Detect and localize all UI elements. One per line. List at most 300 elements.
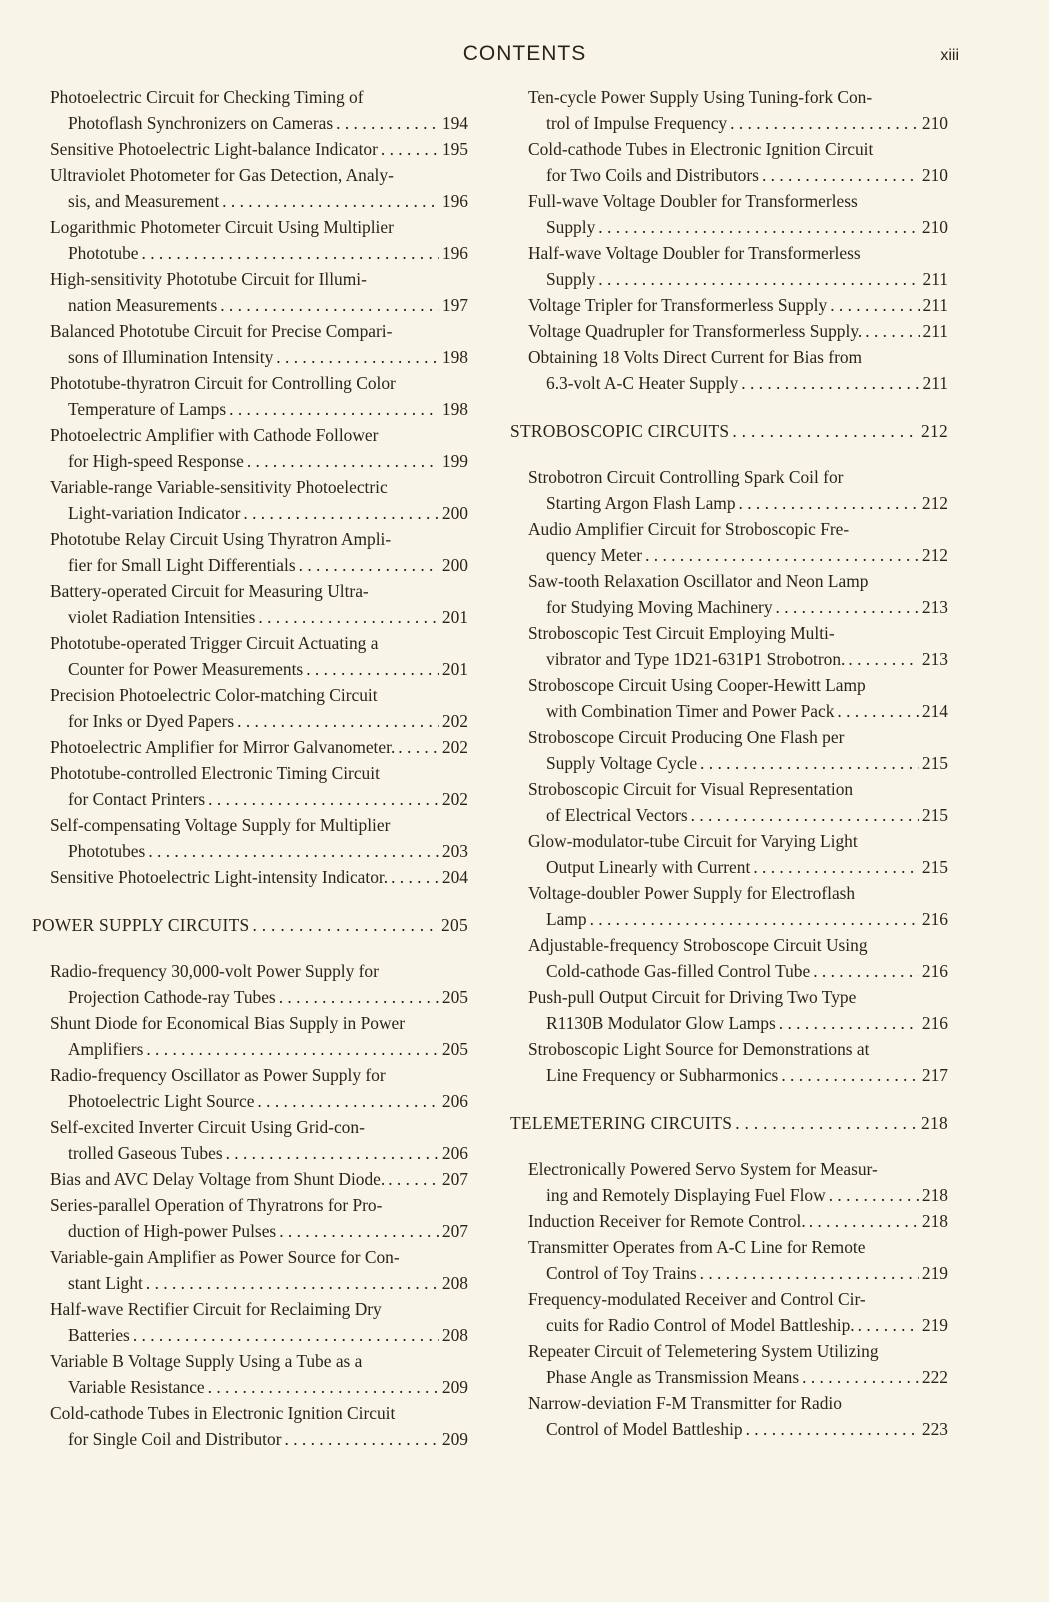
toc-entry xyxy=(50,734,468,760)
page-number: xiii xyxy=(940,47,959,64)
entry-title: Self-compensating Voltage Supply for Multiplier xyxy=(50,815,391,835)
entry-page-number: 214 xyxy=(921,701,948,721)
toc-entry xyxy=(528,1286,948,1338)
entry-line xyxy=(528,1260,948,1286)
entry-line xyxy=(50,1322,468,1348)
page-header xyxy=(0,42,1049,72)
entry-title: Electronically Powered Servo System for Measur- xyxy=(528,1159,878,1179)
entry-title: sons of Illumination Intensity xyxy=(68,347,274,367)
entry-page-number: 202 xyxy=(441,737,468,757)
entry-title: Logarithmic Photometer Circuit Using Multiplier xyxy=(50,217,394,237)
entry-group xyxy=(50,958,468,1452)
entry-line xyxy=(50,1374,468,1400)
left-column xyxy=(32,84,468,1452)
entry-line xyxy=(50,344,468,370)
entry-title: with Combination Timer and Power Pack xyxy=(546,701,835,721)
entry-line xyxy=(528,292,948,318)
entry-title: Phototube-thyratron Circuit for Controlling Color xyxy=(50,373,396,393)
entry-line xyxy=(528,906,948,932)
dot-leader xyxy=(279,1218,439,1244)
entry-page-number: 213 xyxy=(921,597,948,617)
entry-title: Half-wave Rectifier Circuit for Reclaiming Dry xyxy=(50,1299,382,1319)
section-title: STROBOSCOPIC CIRCUITS xyxy=(510,421,730,441)
entry-page-number: 198 xyxy=(441,399,468,419)
entry-line xyxy=(50,136,468,162)
entry-title: Cold-cathode Tubes in Electronic Ignition Circuit xyxy=(50,1403,396,1423)
entry-line xyxy=(528,84,948,110)
dot-leader xyxy=(802,1364,919,1390)
entry-line xyxy=(50,318,468,344)
entry-title: Series-parallel Operation of Thyratrons for Pro- xyxy=(50,1195,383,1215)
dot-leader xyxy=(598,266,919,292)
entry-line xyxy=(50,110,468,136)
entry-title: Light-variation Indicator xyxy=(68,503,241,523)
entry-line xyxy=(528,568,948,594)
toc-entry xyxy=(50,760,468,812)
entry-line xyxy=(50,1426,468,1452)
toc-entry xyxy=(50,526,468,578)
entry-line xyxy=(528,750,948,776)
section-page: 205 xyxy=(441,915,468,935)
entry-line xyxy=(50,396,468,422)
entry-title: R1130B Modulator Glow Lamps xyxy=(546,1013,776,1033)
page-title: CONTENTS xyxy=(462,42,587,65)
section-heading-power-supply xyxy=(32,912,468,938)
entry-page-number: 208 xyxy=(441,1325,468,1345)
toc-entry xyxy=(528,188,948,240)
entry-title: Voltage-doubler Power Supply for Electroflash xyxy=(528,883,856,903)
entry-page-number: 215 xyxy=(921,805,948,825)
entry-line xyxy=(50,682,468,708)
entry-title: Transmitter Operates from A-C Line for Remote xyxy=(528,1237,866,1257)
toc-entry xyxy=(50,1244,468,1296)
entry-page-number: 206 xyxy=(441,1143,468,1163)
toc-entry xyxy=(50,578,468,630)
dot-leader xyxy=(299,552,439,578)
entry-line xyxy=(528,620,948,646)
entry-title: Batteries xyxy=(68,1325,130,1345)
entry-page-number: 202 xyxy=(441,789,468,809)
entry-line xyxy=(50,552,468,578)
entry-page-number: 200 xyxy=(441,503,468,523)
entry-title: High-sensitivity Phototube Circuit for Illumi- xyxy=(50,269,367,289)
entry-title: Variable-range Variable-sensitivity Photoelectric xyxy=(50,477,388,497)
entry-title: nation Measurements xyxy=(68,295,218,315)
entry-title: Stroboscope Circuit Producing One Flash per xyxy=(528,727,845,747)
entry-title: Amplifiers xyxy=(68,1039,144,1059)
dot-leader xyxy=(813,958,919,984)
entry-line xyxy=(528,958,948,984)
toc-entry xyxy=(50,318,468,370)
entry-title: Self-excited Inverter Circuit Using Grid-con- xyxy=(50,1117,365,1137)
dot-leader xyxy=(730,110,919,136)
entry-line xyxy=(528,162,948,188)
entry-page-number: 194 xyxy=(441,113,468,133)
entry-line xyxy=(50,1192,468,1218)
dot-leader xyxy=(243,500,439,526)
entry-title: Output Linearly with Current xyxy=(546,857,751,877)
entry-title: Temperature of Lamps xyxy=(68,399,227,419)
dot-leader xyxy=(336,110,439,136)
dot-leader xyxy=(237,708,439,734)
dot-leader xyxy=(220,292,439,318)
dot-leader xyxy=(741,370,919,396)
toc-entry xyxy=(50,214,468,266)
entry-line xyxy=(528,188,948,214)
entry-page-number: 217 xyxy=(921,1065,948,1085)
entry-page-number: 219 xyxy=(921,1263,948,1283)
dot-leader xyxy=(279,984,439,1010)
entry-line xyxy=(50,734,468,760)
entry-line xyxy=(528,1156,948,1182)
toc-entry xyxy=(528,1036,948,1088)
entry-line xyxy=(50,1036,468,1062)
entry-line xyxy=(50,240,468,266)
entry-title: Phase Angle as Transmission Means xyxy=(546,1367,800,1387)
entry-title: Induction Receiver for Remote Control. xyxy=(528,1211,806,1231)
dot-leader xyxy=(133,1322,439,1348)
entry-line xyxy=(528,1364,948,1390)
toc-entry xyxy=(528,932,948,984)
entry-title: Variable Resistance xyxy=(68,1377,205,1397)
entry-line xyxy=(50,422,468,448)
toc-entry xyxy=(50,1192,468,1244)
entry-line xyxy=(50,266,468,292)
entry-line xyxy=(528,344,948,370)
section-title: TELEMETERING CIRCUITS xyxy=(510,1113,733,1133)
entry-page-number: 212 xyxy=(921,545,948,565)
entry-line xyxy=(528,464,948,490)
entry-line xyxy=(50,630,468,656)
dot-leader xyxy=(276,344,439,370)
dot-leader xyxy=(837,698,919,724)
entry-title: Variable-gain Amplifier as Power Source for Con- xyxy=(50,1247,400,1267)
entry-title: Ten-cycle Power Supply Using Tuning-fork Con- xyxy=(528,87,873,107)
entry-line xyxy=(50,214,468,240)
entry-line xyxy=(528,724,948,750)
entry-title: for Two Coils and Distributors xyxy=(546,165,759,185)
entry-title: Supply xyxy=(546,217,596,237)
entry-line xyxy=(528,1390,948,1416)
entry-title: Supply Voltage Cycle xyxy=(546,753,698,773)
entry-title: fier for Small Light Differentials xyxy=(68,555,296,575)
entry-title: duction of High-power Pulses xyxy=(68,1221,277,1241)
entry-line xyxy=(528,984,948,1010)
dot-leader xyxy=(398,734,439,760)
entry-title: vibrator and Type 1D21-631P1 Strobotron. xyxy=(546,649,846,669)
entry-title: of Electrical Vectors xyxy=(546,805,688,825)
entry-page-number: 215 xyxy=(921,857,948,877)
entry-title: quency Meter xyxy=(546,545,643,565)
entry-line xyxy=(50,812,468,838)
entry-line xyxy=(50,188,468,214)
entry-title: Starting Argon Flash Lamp xyxy=(546,493,736,513)
entry-line xyxy=(528,672,948,698)
entry-title: Stroboscopic Circuit for Visual Representation xyxy=(528,779,854,799)
section-page: 218 xyxy=(921,1113,948,1133)
entry-line xyxy=(528,490,948,516)
entry-line xyxy=(528,880,948,906)
entry-line xyxy=(528,1338,948,1364)
entry-line xyxy=(50,864,468,890)
entry-title: for High-speed Response xyxy=(68,451,244,471)
dot-leader xyxy=(858,1312,919,1338)
entry-line xyxy=(50,760,468,786)
entry-line xyxy=(528,698,948,724)
entry-title: for Inks or Dyed Papers xyxy=(68,711,235,731)
entry-group xyxy=(528,84,948,396)
entry-page-number: 196 xyxy=(441,191,468,211)
entry-page-number: 216 xyxy=(921,909,948,929)
entry-line xyxy=(528,1234,948,1260)
dot-leader xyxy=(590,906,919,932)
toc-entry xyxy=(528,1234,948,1286)
entry-title: Stroboscopic Test Circuit Employing Multi- xyxy=(528,623,835,643)
entry-line xyxy=(528,932,948,958)
entry-title: Photoelectric Amplifier for Mirror Galvanometer. xyxy=(50,737,396,757)
entry-title: for Single Coil and Distributor xyxy=(68,1429,282,1449)
entry-line xyxy=(528,266,948,292)
entry-title: Audio Amplifier Circuit for Stroboscopic Fre- xyxy=(528,519,850,539)
toc-entry xyxy=(528,1390,948,1442)
toc-entry xyxy=(50,1296,468,1348)
toc-entry xyxy=(528,344,948,396)
toc-entry xyxy=(528,516,948,568)
entry-page-number: 210 xyxy=(921,217,948,237)
toc-entry xyxy=(528,1208,948,1234)
entry-title: Saw-tooth Relaxation Oscillator and Neon Lamp xyxy=(528,571,869,591)
dot-leader xyxy=(208,1374,439,1400)
toc-entry xyxy=(528,292,948,318)
entry-page-number: 218 xyxy=(921,1211,948,1231)
dot-leader xyxy=(146,1036,439,1062)
toc-entry xyxy=(50,1166,468,1192)
entry-title: Counter for Power Measurements xyxy=(68,659,304,679)
entry-group xyxy=(528,464,948,1088)
entry-title: violet Radiation Intensities xyxy=(68,607,256,627)
dot-leader xyxy=(306,656,439,682)
entry-page-number: 207 xyxy=(441,1169,468,1189)
entry-page-number: 204 xyxy=(441,867,468,887)
entry-title: Photoflash Synchronizers on Cameras xyxy=(68,113,334,133)
entry-title: Bias and AVC Delay Voltage from Shunt Diode. xyxy=(50,1169,386,1189)
toc-entry xyxy=(50,630,468,682)
entry-title: trolled Gaseous Tubes xyxy=(68,1143,223,1163)
dot-leader xyxy=(732,418,918,444)
entry-title: Half-wave Voltage Doubler for Transformerless xyxy=(528,243,861,263)
entry-title: Control of Toy Trains xyxy=(546,1263,697,1283)
entry-page-number: 208 xyxy=(441,1273,468,1293)
entry-line xyxy=(50,500,468,526)
dot-leader xyxy=(809,1208,919,1234)
toc-entry xyxy=(528,828,948,880)
entry-title: Phototubes xyxy=(68,841,146,861)
entry-title: Adjustable-frequency Stroboscope Circuit Using xyxy=(528,935,868,955)
dot-leader xyxy=(829,1182,919,1208)
dot-leader xyxy=(691,802,919,828)
entry-line xyxy=(528,594,948,620)
entry-title: stant Light xyxy=(68,1273,143,1293)
entry-line xyxy=(50,1010,468,1036)
entry-title: Projection Cathode-ray Tubes xyxy=(68,987,276,1007)
entry-title: Narrow-deviation F-M Transmitter for Radio xyxy=(528,1393,842,1413)
entry-line xyxy=(50,838,468,864)
toc-entry xyxy=(50,474,468,526)
entry-title: ing and Remotely Displaying Fuel Flow xyxy=(546,1185,826,1205)
entry-page-number: 200 xyxy=(441,555,468,575)
dot-leader xyxy=(381,136,439,162)
dot-leader xyxy=(258,604,439,630)
entry-title: Phototube-controlled Electronic Timing Circuit xyxy=(50,763,380,783)
entry-title: Radio-frequency Oscillator as Power Supply for xyxy=(50,1065,386,1085)
dot-leader xyxy=(781,1062,919,1088)
toc-entry xyxy=(50,682,468,734)
section-title: POWER SUPPLY CIRCUITS xyxy=(32,915,250,935)
dot-leader xyxy=(257,1088,438,1114)
entry-line xyxy=(50,656,468,682)
entry-line xyxy=(528,110,948,136)
toc-entry xyxy=(50,1400,468,1452)
entry-line xyxy=(50,1062,468,1088)
toc-entry xyxy=(528,880,948,932)
toc-entry xyxy=(50,864,468,890)
entry-line xyxy=(528,802,948,828)
entry-title: Phototube-operated Trigger Circuit Actuating a xyxy=(50,633,379,653)
dot-leader xyxy=(208,786,439,812)
entry-title: Repeater Circuit of Telemetering System Utilizing xyxy=(528,1341,879,1361)
entry-title: Full-wave Voltage Doubler for Transformerless xyxy=(528,191,858,211)
entry-title: 6.3-volt A-C Heater Supply xyxy=(546,373,739,393)
entry-title: Glow-modulator-tube Circuit for Varying Light xyxy=(528,831,858,851)
entry-title: cuits for Radio Control of Model Battleship. xyxy=(546,1315,855,1335)
toc-entry xyxy=(528,724,948,776)
toc-entry xyxy=(528,776,948,828)
entry-page-number: 212 xyxy=(921,493,948,513)
entry-line xyxy=(528,318,948,344)
dot-leader xyxy=(148,838,439,864)
entry-line xyxy=(50,448,468,474)
dot-leader xyxy=(746,1416,919,1442)
entry-title: Photoelectric Circuit for Checking Timing of xyxy=(50,87,364,107)
entry-title: Stroboscopic Light Source for Demonstrations at xyxy=(528,1039,870,1059)
entry-page-number: 223 xyxy=(921,1419,948,1439)
entry-line xyxy=(50,370,468,396)
entry-title: Battery-operated Circuit for Measuring Ultra- xyxy=(50,581,369,601)
toc-entry xyxy=(528,620,948,672)
entry-line xyxy=(50,1244,468,1270)
dot-leader xyxy=(222,188,439,214)
toc-entry xyxy=(50,958,468,1010)
section-heading-telemetering xyxy=(510,1110,948,1136)
entry-title: for Studying Moving Machinery xyxy=(546,597,773,617)
entry-page-number: 215 xyxy=(921,753,948,773)
toc-entry xyxy=(50,162,468,214)
entry-title: Cold-cathode Tubes in Electronic Ignition Circuit xyxy=(528,139,874,159)
dot-leader xyxy=(146,1270,439,1296)
entry-page-number: 195 xyxy=(441,139,468,159)
toc-entry xyxy=(528,984,948,1036)
entry-page-number: 218 xyxy=(921,1185,948,1205)
entry-line xyxy=(50,786,468,812)
entry-title: Lamp xyxy=(546,909,587,929)
entry-page-number: 211 xyxy=(922,373,948,393)
dot-leader xyxy=(247,448,439,474)
dot-leader xyxy=(645,542,919,568)
entry-title: Supply xyxy=(546,269,596,289)
entry-title: Line Frequency or Subharmonics xyxy=(546,1065,779,1085)
entry-title: Frequency-modulated Receiver and Control Cir- xyxy=(528,1289,866,1309)
entry-line xyxy=(528,516,948,542)
entry-page-number: 210 xyxy=(921,165,948,185)
entry-title: Radio-frequency 30,000-volt Power Supply for xyxy=(50,961,379,981)
entry-page-number: 210 xyxy=(921,113,948,133)
entry-line xyxy=(50,162,468,188)
entry-line xyxy=(528,136,948,162)
entry-title: sis, and Measurement xyxy=(68,191,220,211)
entry-title: Voltage Quadrupler for Transformerless Supply. xyxy=(528,321,863,341)
dot-leader xyxy=(848,646,919,672)
toc-entry xyxy=(528,672,948,724)
entry-page-number: 202 xyxy=(441,711,468,731)
entry-title: Precision Photoelectric Color-matching Circuit xyxy=(50,685,378,705)
entry-line xyxy=(50,1166,468,1192)
entry-title: trol of Impulse Frequency xyxy=(546,113,728,133)
entry-line xyxy=(528,1036,948,1062)
entry-line xyxy=(50,708,468,734)
entry-line xyxy=(528,1208,948,1234)
entry-title: Push-pull Output Circuit for Driving Two Type xyxy=(528,987,857,1007)
entry-line xyxy=(50,1114,468,1140)
entry-page-number: 222 xyxy=(921,1367,948,1387)
entry-title: Ultraviolet Photometer for Gas Detection, Analy- xyxy=(50,165,394,185)
entry-line xyxy=(528,1010,948,1036)
dot-leader xyxy=(391,864,439,890)
entry-line xyxy=(528,542,948,568)
entry-page-number: 216 xyxy=(921,1013,948,1033)
dot-leader xyxy=(700,750,919,776)
entry-title: Stroboscope Circuit Using Cooper-Hewitt Lamp xyxy=(528,675,866,695)
entry-line xyxy=(528,1286,948,1312)
entry-line xyxy=(50,1348,468,1374)
entry-line xyxy=(50,1140,468,1166)
entry-page-number: 197 xyxy=(441,295,468,315)
entry-line xyxy=(50,1296,468,1322)
dot-leader xyxy=(142,240,439,266)
entry-page-number: 198 xyxy=(441,347,468,367)
toc-entry xyxy=(50,422,468,474)
entry-page-number: 213 xyxy=(921,649,948,669)
toc-entry xyxy=(528,136,948,188)
entry-group xyxy=(50,84,468,890)
entry-page-number: 209 xyxy=(441,1377,468,1397)
toc-entry xyxy=(528,568,948,620)
entry-title: Sensitive Photoelectric Light-intensity Indicator. xyxy=(50,867,389,887)
dot-leader xyxy=(735,1110,918,1136)
dot-leader xyxy=(388,1166,439,1192)
entry-line xyxy=(528,776,948,802)
right-column xyxy=(510,84,948,1442)
entry-line xyxy=(50,474,468,500)
dot-leader xyxy=(285,1426,439,1452)
dot-leader xyxy=(739,490,919,516)
entry-line xyxy=(50,84,468,110)
entry-title: for Contact Printers xyxy=(68,789,206,809)
entry-group xyxy=(528,1156,948,1442)
toc-entry xyxy=(50,1010,468,1062)
dot-leader xyxy=(865,318,919,344)
entry-title: Photoelectric Light Source xyxy=(68,1091,255,1111)
entry-title: Strobotron Circuit Controlling Spark Coil for xyxy=(528,467,844,487)
